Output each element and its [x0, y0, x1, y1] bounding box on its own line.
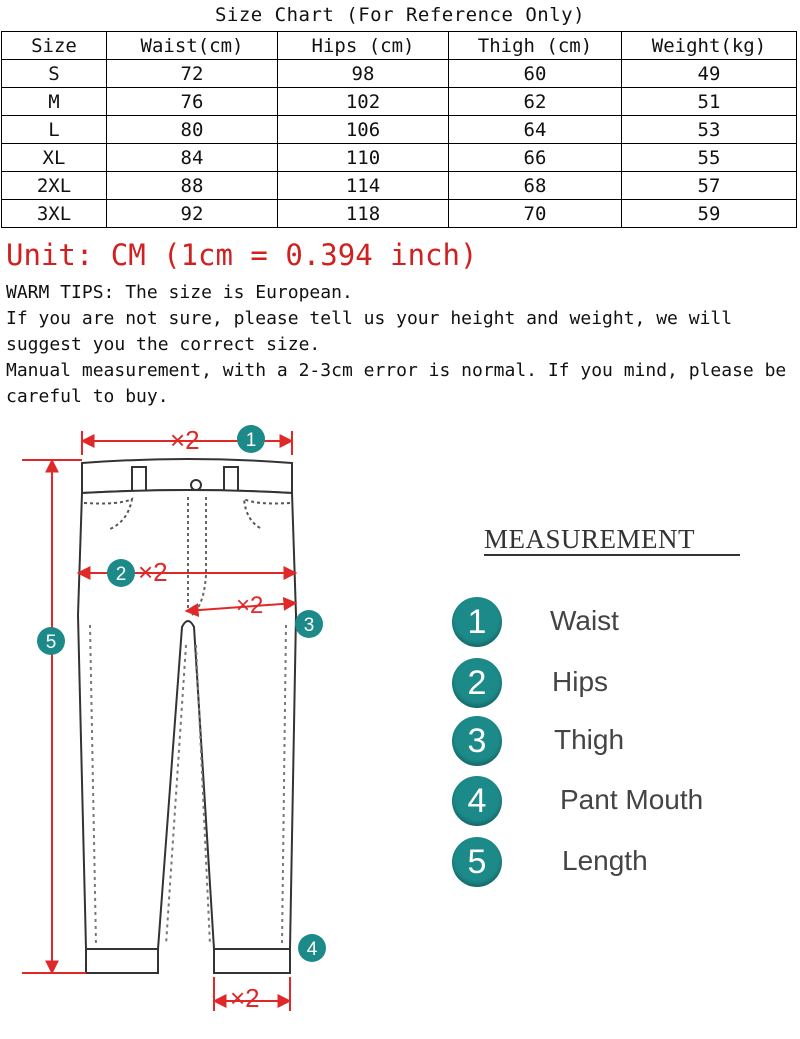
table-row [2, 172, 797, 200]
cell-size: 2XL [2, 172, 107, 200]
unit-note: Unit: CM (1cm = 0.394 inch) [6, 238, 478, 272]
svg-text:2: 2 [115, 564, 127, 585]
measurement-title-underline [484, 554, 740, 556]
header-weight: Weight(kg) [622, 32, 797, 60]
legend-item-length [452, 837, 782, 887]
svg-text:3: 3 [303, 615, 315, 636]
cell-weight: 57 [622, 172, 797, 200]
legend-item-hips [452, 658, 782, 708]
pants-outline [78, 459, 296, 973]
table-row [2, 60, 797, 88]
legend-label: Waist [550, 605, 619, 636]
cell-waist: 84 [107, 144, 278, 172]
cell-waist: 80 [107, 116, 278, 144]
cell-thigh: 60 [449, 60, 622, 88]
legend-item-pant-mouth [452, 776, 782, 826]
tip-line: Manual measurement, with a 2-3cm error is normal. If you mind, please be careful to buy. [6, 360, 798, 407]
cell-weight: 55 [622, 144, 797, 172]
svg-text:1: 1 [245, 430, 257, 451]
legend-item-thigh [452, 716, 782, 766]
header-hips: Hips (cm) [278, 32, 449, 60]
table-row [2, 200, 797, 228]
waist-multiplier: ×2 [170, 425, 200, 455]
cell-hips: 118 [278, 200, 449, 228]
svg-text:5: 5 [45, 632, 57, 653]
cell-thigh: 70 [449, 200, 622, 228]
cell-hips: 102 [278, 88, 449, 116]
cell-weight: 51 [622, 88, 797, 116]
cell-waist: 72 [107, 60, 278, 88]
cell-thigh: 62 [449, 88, 622, 116]
header-thigh: Thigh (cm) [449, 32, 622, 60]
hips-multiplier: ×2 [138, 557, 168, 587]
legend-item-waist [452, 597, 782, 647]
cell-hips: 98 [278, 60, 449, 88]
cell-hips: 114 [278, 172, 449, 200]
cell-waist: 92 [107, 200, 278, 228]
cell-weight: 49 [622, 60, 797, 88]
cell-size: S [2, 60, 107, 88]
cell-size: L [2, 116, 107, 144]
cell-size: M [2, 88, 107, 116]
table-row [2, 88, 797, 116]
marker-3 [295, 610, 323, 638]
warm-tips [6, 280, 796, 410]
marker-5 [37, 627, 65, 655]
legend-number: 3 [452, 716, 502, 766]
header-waist: Waist(cm) [107, 32, 278, 60]
cell-thigh: 68 [449, 172, 622, 200]
legend-label: Pant Mouth [560, 784, 704, 815]
table-header-row [2, 32, 797, 60]
cell-size: 3XL [2, 200, 107, 228]
cell-hips: 106 [278, 116, 449, 144]
mouth-multiplier: ×2 [230, 983, 260, 1013]
legend-number: 2 [452, 658, 502, 708]
cell-size: XL [2, 144, 107, 172]
cell-weight: 53 [622, 116, 797, 144]
table-row [2, 116, 797, 144]
tip-line: WARM TIPS: The size is European. [6, 282, 353, 303]
cell-weight: 59 [622, 200, 797, 228]
legend-label: Length [562, 845, 648, 876]
cell-waist: 76 [107, 88, 278, 116]
measurement-title: MEASUREMENT [484, 524, 696, 554]
cell-thigh: 66 [449, 144, 622, 172]
legend-label: Thigh [554, 724, 625, 755]
header-size: Size [2, 32, 107, 60]
tip-line: If you are not sure, please tell us your height and weight, we will suggest you the correct size. [6, 308, 743, 355]
cell-thigh: 64 [449, 116, 622, 144]
cell-hips: 110 [278, 144, 449, 172]
size-chart-title: Size Chart (For Reference Only) [214, 4, 586, 26]
legend-number: 5 [452, 837, 502, 887]
marker-4 [298, 934, 326, 962]
table-row [2, 144, 797, 172]
legend-number: 4 [452, 776, 502, 826]
cell-waist: 88 [107, 172, 278, 200]
thigh-multiplier: ×2 [236, 592, 264, 619]
legend-number: 1 [452, 597, 502, 647]
marker-1 [237, 425, 265, 453]
size-chart-table [1, 31, 797, 228]
legend-label: Hips [552, 666, 609, 697]
marker-2 [107, 559, 135, 587]
svg-text:4: 4 [306, 939, 318, 960]
